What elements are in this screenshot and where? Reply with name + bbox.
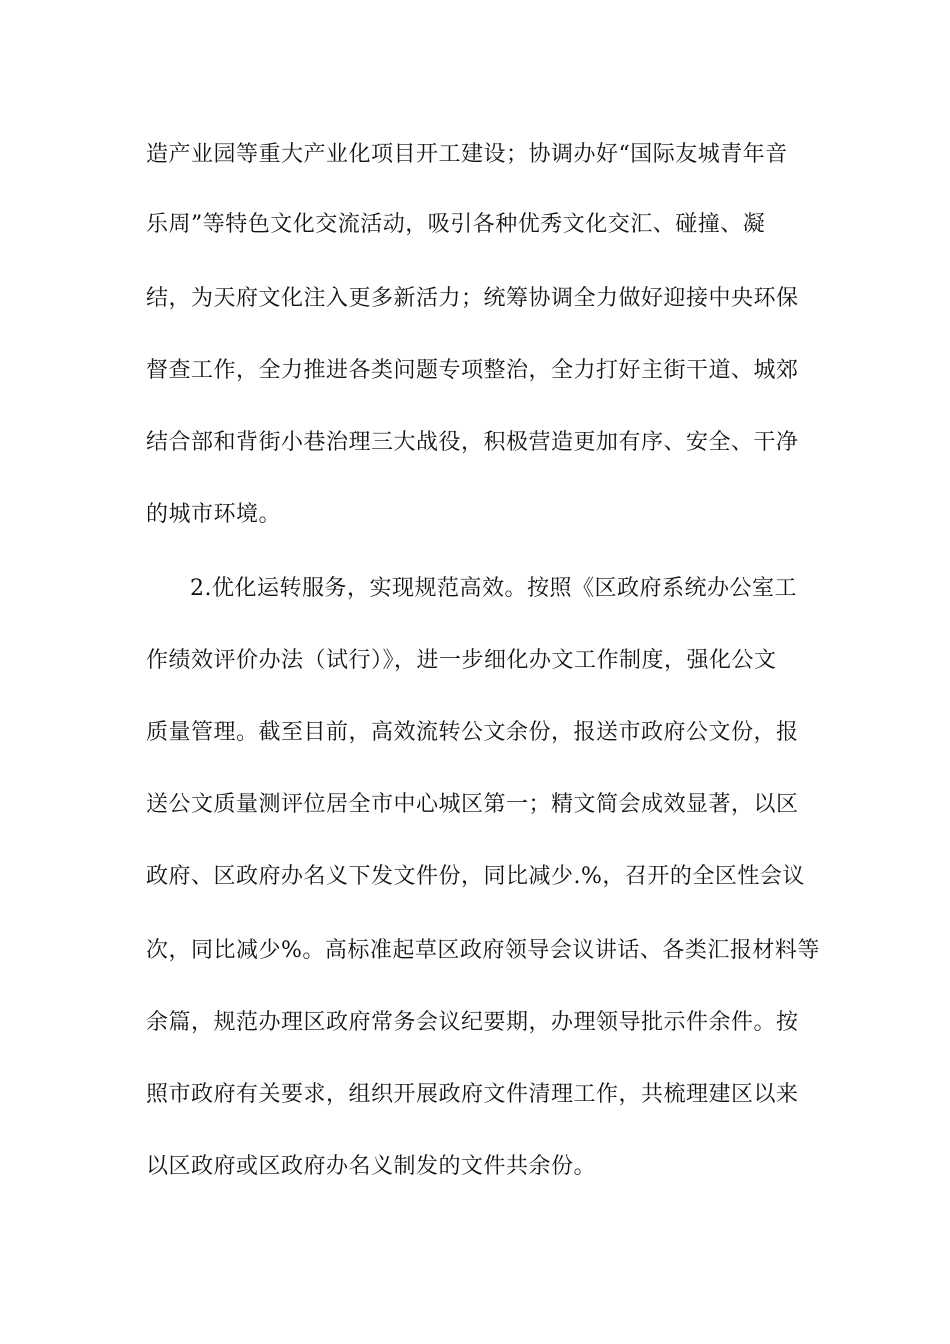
text-line: 送公文质量测评位居全市中心城区第一；精文简会成效显著，以区 <box>146 792 799 817</box>
text-line: 作绩效评价办法（试行）》，进一步细化办文工作制度，强化公文 <box>146 648 777 673</box>
text-line: 质量管理。截至目前，高效流转公文余份，报送市政府公文份，报 <box>146 720 799 745</box>
text-line: 结合部和背街小巷治理三大战役，积极营造更加有序、安全、干净 <box>146 430 799 455</box>
text-line: 以区政府或区政府办名义制发的文件共余份。 <box>146 1154 597 1179</box>
text-line: 政府、区政府办名义下发文件份，同比减少.%，召开的全区性会议 <box>146 864 805 889</box>
text-line: 造产业园等重大产业化项目开工建设；协调办好“国际友城青年音 <box>146 142 788 167</box>
text-line: 余篇，规范办理区政府常务会议纪要期，办理领导批示件余件。按 <box>146 1010 799 1035</box>
paragraph-first-line: 2.优化运转服务，实现规范高效。按照《区政府系统办公室工 <box>190 576 797 601</box>
text-line: 照市政府有关要求，组织开展政府文件清理工作，共梳理建区以来 <box>146 1082 799 1107</box>
text-line: 的城市环境。 <box>146 502 282 527</box>
text-line: 结，为天府文化注入更多新活力；统筹协调全力做好迎接中央环保 <box>146 286 799 311</box>
text-line: 督查工作，全力推进各类问题专项整治，全力打好主街干道、城郊 <box>146 358 799 383</box>
text-line: 乐周”等特色文化交流活动，吸引各种优秀文化交汇、碰撞、凝 <box>146 212 766 237</box>
text-line: 次，同比减少%。高标准起草区政府领导会议讲话、各类汇报材料等 <box>146 938 820 963</box>
